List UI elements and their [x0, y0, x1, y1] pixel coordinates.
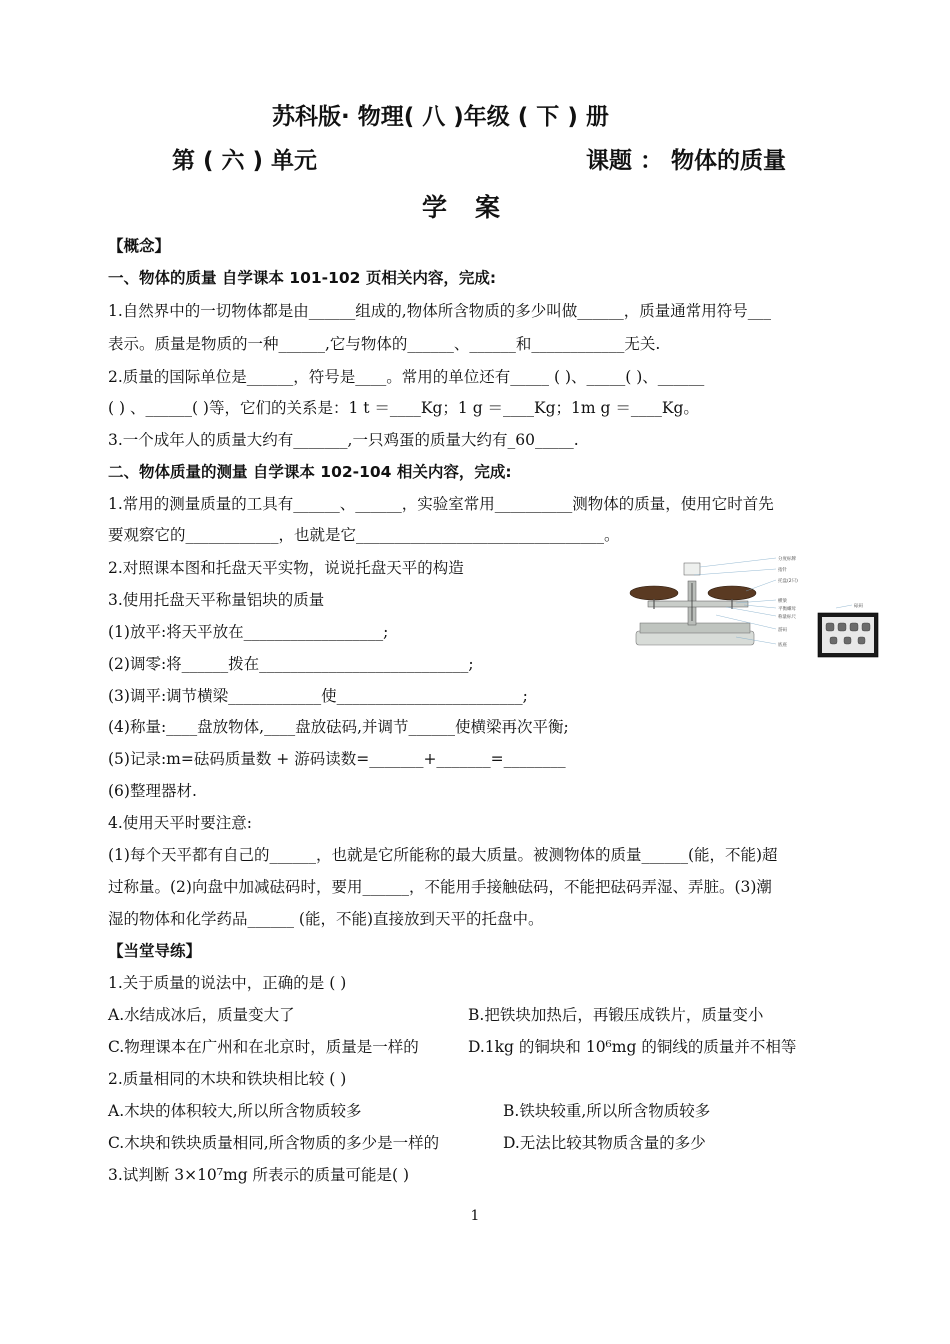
label-rider: 游码 — [778, 628, 787, 633]
practice-label: 【当堂导练】 — [108, 942, 202, 960]
label-beam: 横梁 — [778, 599, 787, 604]
pq2-option-b: B.铁块较重,所以所含物质较多 — [503, 1102, 711, 1120]
pq3-line: 3.试判断 3×10⁷mg 所表示的质量可能是( ) — [108, 1166, 410, 1184]
section2-heading: 二、物体质量的测量 自学课本 102-104 相关内容，完成: — [108, 463, 512, 481]
right-pan — [708, 586, 756, 600]
q3-line: 3.一个成年人的质量大约有_______,一只鸡蛋的质量大约有_60_____. — [108, 431, 579, 449]
step2-line: (2)调零:将______拨在___________________________; — [108, 655, 474, 673]
m1-line2: 要观察它的____________，也就是它________________________________。 — [108, 526, 620, 544]
pq2-option-d: D.无法比较其物质含量的多少 — [503, 1134, 706, 1152]
q1-line2: 表示。质量是物质的一种______,它与物体的______、______和____________无关. — [108, 335, 661, 353]
pq2-option-c: C.木块和铁块质量相同,所含物质的多少是一样的 — [108, 1134, 440, 1152]
m4-line: 4.使用天平时要注意: — [108, 814, 253, 832]
step5-line: (5)记录:m=砝码质量数 + 游码读数=_______+_______=________ — [108, 750, 566, 768]
pq1-option-d: D.1kg 的铜块和 10⁶mg 的铜线的质量并不相等 — [468, 1038, 797, 1056]
pq1-option-b: B.把铁块加热后，再锻压成铁片，质量变小 — [468, 1006, 764, 1024]
header-line1: 苏科版· 物理( 八 )年级 ( 下 ) 册 — [272, 104, 609, 130]
concept-label: 【概念】 — [108, 237, 171, 255]
label-pans: 托盘(2只) — [778, 579, 798, 584]
step4-line: (4)称量:____盘放物体,____盘放砝码,并调节______使横梁再次平衡; — [108, 718, 569, 736]
pq1-option-c: C.物理课本在广州和在北京时，质量是一样的 — [108, 1038, 419, 1056]
step6-line: (6)整理器材. — [108, 782, 197, 800]
q2-line1: 2.质量的国际单位是______，符号是____。常用的单位还有_____ ( )、_____( )、______ — [108, 368, 705, 386]
q2-line2: ( ) 、______( )等，它们的关系是：1 t ＝____Kg；1 g ＝____Kg；1m g ＝____Kg。 — [108, 399, 699, 417]
page-number: 1 — [470, 1208, 480, 1224]
step3-line: (3)调平:调节横梁____________使________________________; — [108, 687, 528, 705]
page-title: 学案 — [421, 193, 528, 222]
m2-line: 2.对照课本图和托盘天平实物，说说托盘天平的构造 — [108, 559, 464, 577]
label-weights: 砝码 — [854, 604, 863, 609]
left-pan — [630, 586, 678, 600]
balance-illustration — [626, 553, 882, 661]
m1-line1: 1.常用的测量质量的工具有______、______，实验室常用__________测物体的质量，使用它时首先 — [108, 495, 774, 513]
pq1-option-a: A.水结成冰后，质量变大了 — [108, 1006, 295, 1024]
note-line2: 过称量。(2)向盘中加减砝码时，要用______，不能用手接触砝码，不能把砝码弄湿、弄脏。(3)潮 — [108, 878, 772, 896]
label-scale-plate: 分度标牌 — [778, 557, 796, 562]
unit-label: 第 ( 六 ) 单元 — [172, 148, 318, 174]
balance-beam — [648, 601, 748, 607]
label-base: 底座 — [778, 643, 787, 648]
pq2-line: 2.质量相同的木块和铁块相比较 ( ) — [108, 1070, 347, 1088]
section1-heading: 一、物体的质量 自学课本 101-102 页相关内容，完成: — [108, 269, 497, 287]
pq1-line: 1.关于质量的说法中，正确的是 ( ) — [108, 974, 347, 992]
topic-label: 课题 ： 物体的质量 — [586, 148, 787, 174]
note-line3: 湿的物体和化学药品______ (能，不能)直接放到天平的托盘中。 — [108, 910, 544, 928]
label-balance-nut: 平衡螺母 — [778, 607, 796, 612]
note-line1: (1)每个天平都有自己的______，也就是它所能称的最大质量。被测物体的质量______(能，不能)超 — [108, 846, 778, 864]
step1-line: (1)放平:将天平放在__________________; — [108, 623, 389, 641]
label-scale-ruler: 称量标尺 — [778, 615, 796, 620]
pq2-option-a: A.木块的体积较大,所以所含物质较多 — [108, 1102, 362, 1120]
q1-line1: 1.自然界中的一切物体都是由______组成的,物体所含物质的多少叫做______，质量通常用符号___ — [108, 302, 771, 320]
label-pointer: 指针 — [778, 568, 787, 573]
m3-line: 3.使用托盘天平称量铝块的质量 — [108, 591, 325, 609]
